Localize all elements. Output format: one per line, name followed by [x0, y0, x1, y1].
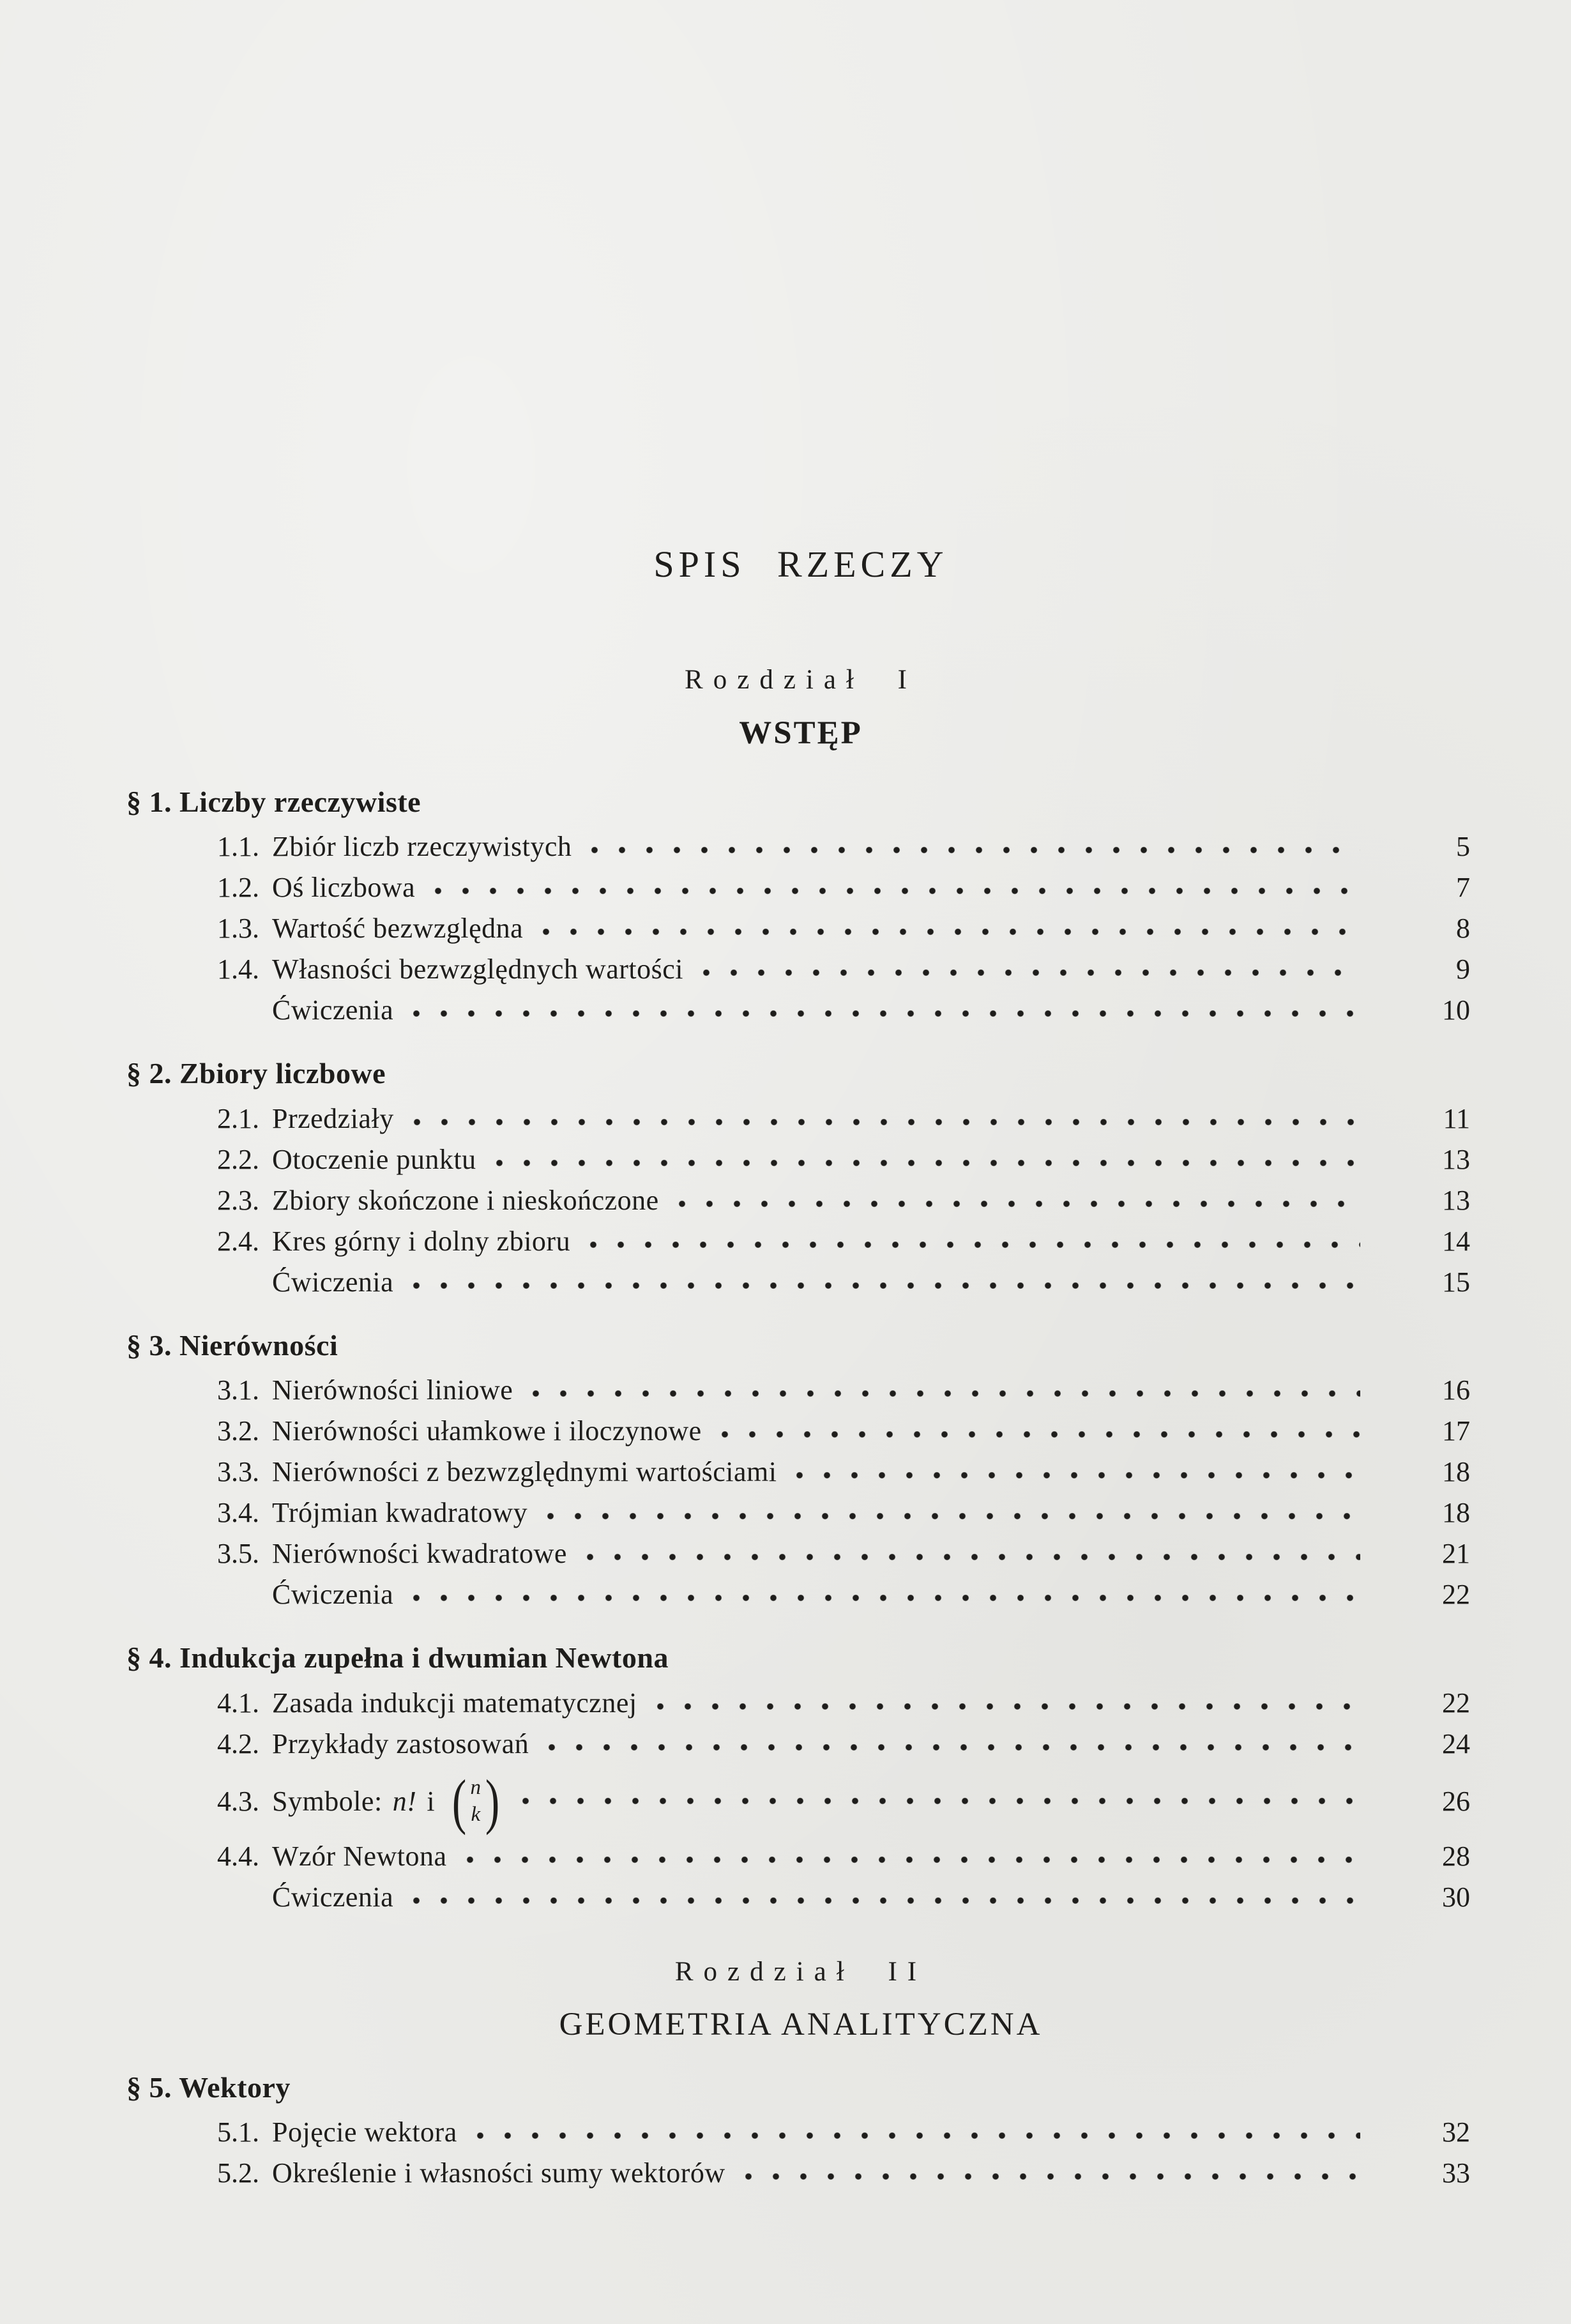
- section-4-heading: § 4. Indukcja zupełna i dwumian Newtona: [126, 1641, 669, 1675]
- dot-leader: [678, 1201, 1360, 1208]
- entry-label: Nierówności z bezwzględnymi wartościami: [272, 1456, 777, 1488]
- entry-number: 3.2.: [217, 1415, 259, 1447]
- entry-label: Trójmian kwadratowy: [272, 1497, 528, 1529]
- entry-label: Zbiory skończone i nieskończone: [272, 1184, 659, 1216]
- entry-label: Ćwiczenia: [272, 994, 394, 1026]
- toc-entry: [126, 1836, 1475, 1877]
- entry-label: Kres górny i dolny zbioru: [272, 1225, 571, 1257]
- entry-label: Własności bezwzględnych wartości: [272, 953, 683, 985]
- section-4-entries: [126, 1683, 1475, 1918]
- section-1-heading: § 1. Liczby rzeczywiste: [126, 785, 421, 818]
- entry-number: 1.3.: [217, 913, 259, 945]
- dot-leader: [413, 1010, 1360, 1017]
- close-paren: ): [485, 1766, 500, 1835]
- entry-page: 5: [1456, 831, 1470, 863]
- binomial-coefficient-symbol: [449, 1766, 503, 1835]
- dot-leader: [466, 1857, 1360, 1864]
- entry-number: 3.3.: [217, 1456, 259, 1488]
- entry-number: 1.2.: [217, 872, 259, 904]
- toc-entry-exercises: [126, 1877, 1475, 1918]
- entry-number: 1.1.: [217, 831, 259, 863]
- entry-label: Otoczenie punktu: [272, 1143, 476, 1175]
- toc-entry: [126, 1492, 1475, 1533]
- entry-page: 16: [1442, 1374, 1470, 1406]
- entry-number: 5.1.: [217, 2116, 259, 2148]
- entry-label: Pojęcie wektora: [272, 2116, 457, 2148]
- dot-leader: [476, 2132, 1360, 2139]
- dot-leader: [591, 847, 1360, 854]
- entry-number: 3.5.: [217, 1538, 259, 1570]
- entry-text-pre: Symbole:: [272, 1785, 383, 1817]
- toc-content: [126, 0, 1475, 2194]
- entry-page: 14: [1442, 1225, 1470, 1257]
- chapter-1-kicker: Rozdział I: [685, 664, 917, 695]
- entry-page: 30: [1442, 1881, 1470, 1913]
- toc-entry: [126, 1180, 1475, 1221]
- entry-page: 22: [1442, 1579, 1470, 1611]
- dot-leader: [413, 1119, 1360, 1126]
- toc-entry: [126, 2112, 1475, 2153]
- toc-entry: [126, 1370, 1475, 1411]
- section-4: [126, 1639, 1475, 1918]
- toc-entry: [126, 1098, 1475, 1139]
- toc-entry: [126, 1411, 1475, 1452]
- chapter-2-kicker: Rozdział II: [674, 1956, 927, 1987]
- toc-entry: [126, 867, 1475, 908]
- entry-page: 22: [1442, 1687, 1470, 1719]
- entry-number: 4.1.: [217, 1687, 259, 1719]
- entry-number: 5.2.: [217, 2157, 259, 2189]
- dot-leader: [589, 1242, 1360, 1249]
- entry-page: 33: [1442, 2157, 1470, 2189]
- entry-page: 17: [1442, 1415, 1470, 1447]
- entry-number: 4.4.: [217, 1840, 259, 1872]
- section-5-entries: [126, 2112, 1475, 2194]
- entry-label: Ćwiczenia: [272, 1579, 394, 1611]
- dot-leader: [745, 2173, 1360, 2180]
- section-1: [126, 784, 1475, 1031]
- entry-text-conjunction: i: [427, 1785, 436, 1817]
- section-5: [126, 2069, 1475, 2194]
- dot-leader: [413, 1595, 1360, 1602]
- section-3-entries: [126, 1370, 1475, 1615]
- toc-entry: [126, 1139, 1475, 1180]
- toc-entry: [126, 1683, 1475, 1724]
- entry-label: Zasada indukcji matematycznej: [272, 1687, 637, 1719]
- entry-label: Nierówności ułamkowe i iloczynowe: [272, 1415, 702, 1447]
- entry-page: 8: [1456, 913, 1470, 945]
- entry-page: 13: [1442, 1143, 1470, 1175]
- entry-label: Wzór Newtona: [272, 1840, 447, 1872]
- dot-leader: [434, 888, 1360, 895]
- entry-label: Przykłady zastosowań: [272, 1728, 529, 1759]
- factorial-symbol: n!: [392, 1785, 417, 1817]
- entry-label: Ćwiczenia: [272, 1881, 394, 1913]
- entry-label: Zbiór liczb rzeczywistych: [272, 831, 572, 863]
- entry-label: Oś liczbowa: [272, 872, 416, 904]
- open-paren: (: [452, 1766, 467, 1835]
- section-2-heading: § 2. Zbiory liczbowe: [126, 1057, 386, 1090]
- section-5-heading: § 5. Wektory: [126, 2070, 291, 2104]
- binomial-top: n: [470, 1776, 482, 1800]
- binomial-bottom: k: [471, 1802, 481, 1826]
- dot-leader: [796, 1472, 1360, 1479]
- entry-number: 1.4.: [217, 953, 259, 985]
- dot-leader: [702, 969, 1360, 976]
- entry-page: 11: [1443, 1102, 1470, 1134]
- dot-leader: [586, 1554, 1360, 1561]
- entry-page: 13: [1442, 1184, 1470, 1216]
- dot-leader: [548, 1744, 1360, 1751]
- entry-page: 24: [1442, 1728, 1470, 1759]
- dot-leader: [721, 1431, 1360, 1438]
- toc-entry: [126, 1452, 1475, 1492]
- entry-page: 7: [1456, 872, 1470, 904]
- entry-number: 2.4.: [217, 1225, 259, 1257]
- entry-number: 2.1.: [217, 1102, 259, 1134]
- toc-entry-exercises: [126, 1574, 1475, 1615]
- toc-entry: [126, 908, 1475, 949]
- entry-page: 18: [1442, 1456, 1470, 1488]
- entry-page: 21: [1442, 1538, 1470, 1570]
- toc-entry: [126, 1221, 1475, 1262]
- toc-entry: [126, 1724, 1475, 1765]
- entry-number: 2.2.: [217, 1143, 259, 1175]
- entry-page: 26: [1442, 1785, 1470, 1817]
- page-title: SPIS RZECZY: [653, 543, 948, 585]
- chapter-1-title: WSTĘP: [739, 715, 863, 751]
- entry-number: 2.3.: [217, 1184, 259, 1216]
- entry-label: Wartość bezwzględna: [272, 913, 524, 945]
- toc-entry: [126, 1533, 1475, 1574]
- toc-entry: [126, 949, 1475, 990]
- section-3: [126, 1327, 1475, 1616]
- entry-page: 9: [1456, 953, 1470, 985]
- toc-entry: [126, 826, 1475, 867]
- dot-leader: [656, 1703, 1360, 1710]
- toc-entry-symbols: [126, 1766, 1475, 1835]
- dot-leader: [413, 1282, 1360, 1289]
- entry-number: 4.2.: [217, 1728, 259, 1759]
- dot-leader: [532, 1390, 1360, 1397]
- dot-leader: [522, 1798, 1360, 1805]
- entry-label: Nierówności liniowe: [272, 1374, 513, 1406]
- entry-label: Ćwiczenia: [272, 1266, 394, 1298]
- chapter-2-title: GEOMETRIA ANALITYCZNA: [559, 2007, 1043, 2043]
- dot-leader: [496, 1160, 1360, 1167]
- entry-label: Nierówności kwadratowe: [272, 1538, 567, 1570]
- section-1-entries: [126, 826, 1475, 1031]
- entry-label: Przedziały: [272, 1102, 394, 1134]
- toc-entry: [126, 2153, 1475, 2194]
- dot-leader: [542, 929, 1360, 936]
- section-2-entries: [126, 1098, 1475, 1303]
- dot-leader: [413, 1897, 1360, 1904]
- section-3-heading: § 3. Nierówności: [126, 1328, 338, 1362]
- section-2: [126, 1055, 1475, 1303]
- toc-entry-exercises: [126, 1262, 1475, 1303]
- entry-number: 4.3.: [217, 1785, 259, 1817]
- entry-number: 3.4.: [217, 1497, 259, 1529]
- entry-page: 28: [1442, 1840, 1470, 1872]
- entry-page: 18: [1442, 1497, 1470, 1529]
- toc-entry-exercises: [126, 990, 1475, 1031]
- entry-page: 10: [1442, 994, 1470, 1026]
- dot-leader: [547, 1513, 1360, 1520]
- entry-page: 32: [1442, 2116, 1470, 2148]
- entry-number: 3.1.: [217, 1374, 259, 1406]
- binomial-stack: [471, 1775, 482, 1828]
- entry-label: Określenie i własności sumy wektorów: [272, 2157, 725, 2189]
- entry-label: [272, 1766, 503, 1835]
- entry-page: 15: [1442, 1266, 1470, 1298]
